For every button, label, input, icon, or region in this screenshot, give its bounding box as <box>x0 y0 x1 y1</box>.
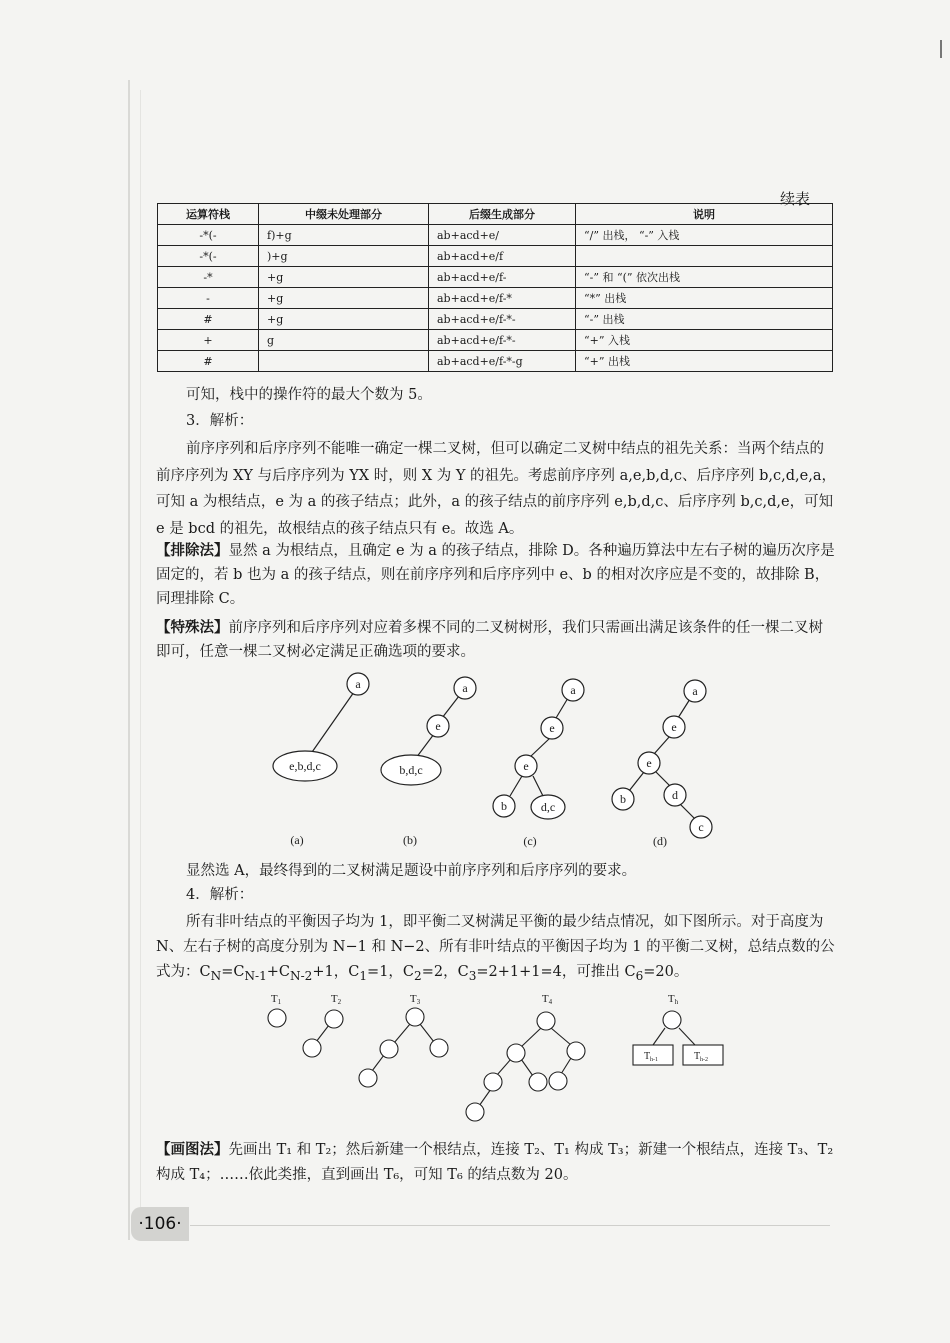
table-row <box>158 309 833 330</box>
tree-node <box>567 1042 585 1060</box>
cell: # <box>158 309 259 330</box>
table-row <box>158 288 833 309</box>
cell: ab+acd+e/ <box>429 225 576 246</box>
cell: +g <box>259 288 429 309</box>
exclusion-paragraph <box>156 539 836 611</box>
tree-node <box>484 1073 502 1091</box>
cell: “-” 和 “(” 依次出栈 <box>576 267 833 288</box>
cell: “-” 出栈 <box>576 309 833 330</box>
special-method-text: 前序序列和后序序列对应着多棵不同的二叉树树形，我们只需画出满足该条件的任一棵二叉树即可，任意一棵二叉树必定满足正确选项的要求。 <box>156 620 823 660</box>
tree-b <box>381 677 476 785</box>
cell: ab+acd+e/f <box>429 246 576 267</box>
node-label: b <box>620 792 626 806</box>
q4-paragraph: 所有非叶结点的平衡因子均为 1，即平衡二叉树满足平衡的最少结点情况，如下图所示。对于高度为 N、左右子树的高度分别为 N−1 和 N−2、所有非叶结点的平衡因子均为 1 的平衡二叉树，总结点数的公式为：$C_N=C_{N-1}+C_{N-2}+1$，$C_1=1$，$C_2=2$，$C_3=2+1+1=4$，可推出 $C_6=20$。 <box>156 914 835 983</box>
table-row <box>158 267 833 288</box>
node-label: a <box>355 677 361 691</box>
cell <box>576 246 833 267</box>
cell: ab+acd+e/f-*- <box>429 309 576 330</box>
drawing-method-text: 先画出 T₁ 和 T₂；然后新建一个根结点，连接 T₂、T₁ 构成 T₃；新建一个根结点，连接 T₃、T₂ 构成 T₄；……依此类推，直到画出 T₆，可知 T₆ 的结点数为 20。 <box>156 1142 834 1183</box>
node-label: c <box>698 820 704 834</box>
node-label: d <box>672 788 678 802</box>
page-binding-edge <box>128 80 130 1240</box>
special-method-label: 【特殊法】 <box>156 620 229 636</box>
q3-paragraph: 前序序列和后序序列不能唯一确定一棵二叉树，但可以确定二叉树中结点的祖先关系：当两个结点的前序序列为 XY 与后序序列为 YX 时，则 X 为 Y 的祖先。考虑前序序列 a,e,b,d,c、后序序列 b,c,d,e,a，可知 a 为根结点，e 为 a 的孩子结点；此外，a 的孩子结点的前序序列 e,b,d,c、后序序列 b,c,d,e，可知 e 是 bcd 的祖先，故根结点的孩子结点只有 e。故选 A。 <box>156 441 836 537</box>
cell: ab+acd+e/f- <box>429 267 576 288</box>
table-row <box>158 225 833 246</box>
q3-heading: 3．解析： <box>186 413 254 429</box>
tree-node <box>466 1103 484 1121</box>
tree-node <box>303 1039 321 1057</box>
tree-node <box>549 1072 567 1090</box>
node-label: a <box>570 683 576 697</box>
node-label: a <box>462 681 468 695</box>
caption-b: (b) <box>403 833 417 847</box>
footer-rule <box>190 1225 830 1226</box>
cell: ab+acd+e/f-*-g <box>429 351 576 372</box>
header-operator-stack: 运算符栈 <box>158 204 259 225</box>
node-label: e <box>435 719 441 733</box>
continued-label: 续表 <box>780 190 811 208</box>
cell <box>259 351 429 372</box>
cell: g <box>259 330 429 351</box>
node-label: b <box>501 799 507 813</box>
header-postfix-generated: 后缀生成部分 <box>429 204 576 225</box>
conversion-table <box>157 203 833 372</box>
tree-node <box>268 1009 286 1027</box>
node-label: e <box>646 756 652 770</box>
binary-trees-figure <box>230 670 750 855</box>
tree-node <box>359 1069 377 1087</box>
cell: “+” 出栈 <box>576 351 833 372</box>
tree-d <box>612 680 712 838</box>
caption-d: (d) <box>653 834 667 848</box>
label-t1: T1 <box>270 993 282 1006</box>
q4-text: 所有非叶结点的平衡因子均为 1，即平衡二叉树满足平衡的最少结点情况，如下图所示。对于高度为 N、左右子树的高度分别为 N−1 和 N−2、所有非叶结点的平衡因子均为 1 的平衡二叉树，总结点数的公式为：C <box>156 914 835 980</box>
node-label: b,d,c <box>399 763 423 777</box>
subtree-label-right: $T_{h-2}$ <box>693 1051 709 1063</box>
exclusion-method-text: 显然 a 为根结点，且确定 e 为 a 的孩子结点，排除 D。各种遍历算法中左右子树的遍历次序是固定的，若 b 也为 a 的孩子结点，则在前序序列和后序序列中 e、b 的相对次序应是不变的，故排除 B，同理排除 C。 <box>156 543 835 607</box>
label-t2: T2 <box>330 993 342 1006</box>
cell: “/” 出栈， “-” 入栈 <box>576 225 833 246</box>
node-label: a <box>692 684 698 698</box>
table-row <box>158 351 833 372</box>
label-th: Th <box>667 993 679 1006</box>
caption-c: (c) <box>523 834 537 848</box>
tree-node <box>325 1010 343 1028</box>
node-label: e,b,d,c <box>289 759 321 773</box>
page-binding-edge-inner <box>140 90 141 1210</box>
cell: # <box>158 351 259 372</box>
node-label: d,c <box>540 800 556 814</box>
tree-node <box>430 1039 448 1057</box>
tree-node <box>529 1073 547 1091</box>
drawing-paragraph <box>156 1138 836 1188</box>
conclusion-paragraph: 可知，栈中的操作符的最大个数为 5。 <box>186 387 432 403</box>
page-number: ·106· <box>131 1207 189 1241</box>
table-row <box>158 330 833 351</box>
tree-node <box>380 1040 398 1058</box>
tree-node <box>406 1008 424 1026</box>
tree-a <box>273 673 369 781</box>
label-t3: T3 <box>409 993 421 1006</box>
cell: ab+acd+e/f-* <box>429 288 576 309</box>
header-explanation: 说明 <box>576 204 833 225</box>
table-header <box>158 204 833 225</box>
special-paragraph <box>156 616 836 664</box>
cell: ab+acd+e/f-*- <box>429 330 576 351</box>
cell: f)+g <box>259 225 429 246</box>
subtree-label-left: $T_{h-1}$ <box>643 1051 659 1063</box>
caption-a: (a) <box>290 833 304 847</box>
q4-heading: 4．解析： <box>186 887 254 903</box>
cell: “+” 入栈 <box>576 330 833 351</box>
tree-node <box>537 1012 555 1030</box>
cell: + <box>158 330 259 351</box>
cell: )+g <box>259 246 429 267</box>
tree-c <box>493 679 584 819</box>
cell: - <box>158 288 259 309</box>
exclusion-method-label: 【排除法】 <box>156 543 229 559</box>
node-label: e <box>523 759 529 773</box>
header-infix-remaining: 中缀未处理部分 <box>259 204 429 225</box>
tree-node <box>663 1011 681 1029</box>
label-t4: T4 <box>541 993 553 1006</box>
table-row <box>158 246 833 267</box>
cell: -*(- <box>158 225 259 246</box>
cell: “*” 出栈 <box>576 288 833 309</box>
cell: -* <box>158 267 259 288</box>
avl-trees-figure <box>255 988 735 1133</box>
node-label: e <box>549 721 555 735</box>
node-label: e <box>671 720 677 734</box>
drawing-method-label: 【画图法】 <box>156 1142 229 1158</box>
cell: +g <box>259 309 429 330</box>
after-figure-paragraph: 显然选 A，最终得到的二叉树满足题设中前序序列和后序序列的要求。 <box>186 863 637 879</box>
tree-node <box>507 1044 525 1062</box>
scan-mark <box>940 40 942 58</box>
cell: +g <box>259 267 429 288</box>
cell: -*(- <box>158 246 259 267</box>
